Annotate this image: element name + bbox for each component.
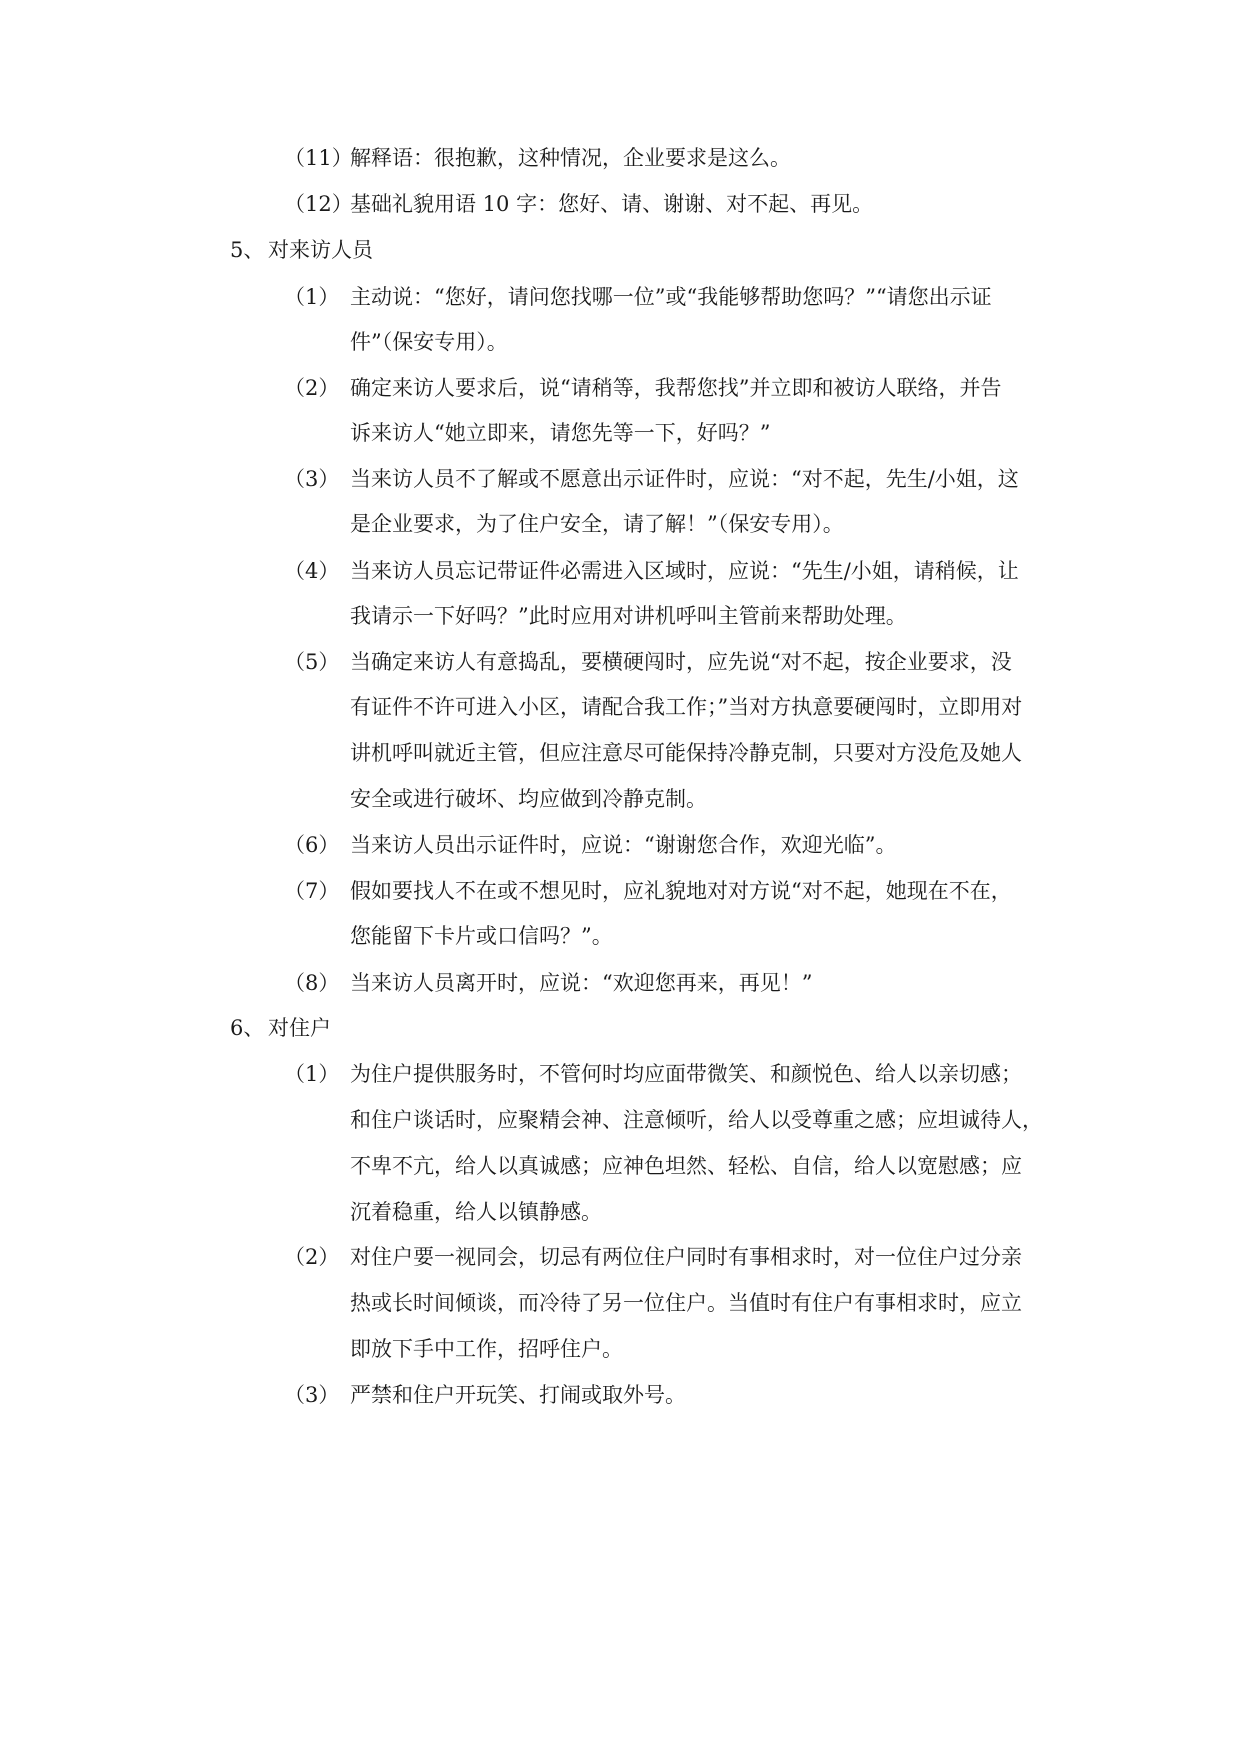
item-text: 主动说：“您好，请问您找哪一位”或“我能够帮助您吗？”“请您出示证 <box>350 285 992 309</box>
item-text: 解释语：很抱歉，这种情况，企业要求是这么。 <box>350 146 791 170</box>
item-text: 不卑不亢，给人以真诚感；应神色坦然、轻松、自信，给人以宽慰感；应 <box>350 1154 1022 1178</box>
item-text: 我请示一下好吗？”此时应用对讲机呼叫主管前来帮助处理。 <box>350 604 907 628</box>
item-text: 当来访人员离开时，应说：“欢迎您再来，再见！” <box>350 971 813 995</box>
item-text: 您能留下卡片或口信吗？”。 <box>350 924 613 948</box>
item-text: 讲机呼叫就近主管，但应注意尽可能保持冷静克制，只要对方没危及她人 <box>350 741 1022 765</box>
item-text: 假如要找人不在或不想见时，应礼貌地对对方说“对不起，她现在不在， <box>350 879 1012 903</box>
item-text: 对住户要一视同会，切忌有两位住户同时有事相求时，对一位住户过分亲 <box>350 1245 1022 1269</box>
item-number: （8） <box>284 971 340 995</box>
item-number: （2） <box>284 1245 340 1269</box>
item-text: 热或长时间倾谈，而冷待了另一位住户。当值时有住户有事相求时，应立 <box>350 1291 1022 1315</box>
item-text: 是企业要求，为了住户安全，请了解！”（保安专用）。 <box>350 512 844 536</box>
item-number: （6） <box>284 833 340 857</box>
item-number: （3） <box>284 1383 340 1407</box>
item-text: 为住户提供服务时，不管何时均应面带微笑、和颜悦色、给人以亲切感； <box>350 1062 1022 1086</box>
item-number: （7） <box>284 879 340 903</box>
section-title: 对住户 <box>268 1016 331 1040</box>
item-text: 当来访人员忘记带证件必需进入区域时，应说：“先生/小姐，请稍候，让 <box>350 559 1019 583</box>
item-number: （1） <box>284 285 340 309</box>
item-number: （3） <box>284 467 340 491</box>
item-text: 当来访人员出示证件时，应说：“谢谢您合作，欢迎光临”。 <box>350 833 897 857</box>
item-text: 即放下手中工作，招呼住户。 <box>350 1337 623 1361</box>
item-number: （11） <box>284 146 353 170</box>
section-number: 5、 <box>230 238 265 262</box>
item-text: 有证件不许可进入小区，请配合我工作；”当对方执意要硬闯时，立即用对 <box>350 695 1023 719</box>
item-text: 和住户谈话时，应聚精会神、注意倾听，给人以受尊重之感；应坦诚待人， <box>350 1108 1043 1132</box>
item-text: 件”（保安专用）。 <box>350 330 508 354</box>
item-text: 沉着稳重，给人以镇静感。 <box>350 1200 602 1224</box>
item-text: 诉来访人“她立即来，请您先等一下，好吗？” <box>350 421 771 445</box>
item-number: （5） <box>284 650 340 674</box>
item-number: （12） <box>284 192 353 216</box>
section-number: 6、 <box>230 1016 265 1040</box>
item-text: 安全或进行破坏、均应做到冷静克制。 <box>350 787 707 811</box>
item-text: 当来访人员不了解或不愿意出示证件时，应说：“对不起，先生/小姐，这 <box>350 467 1019 491</box>
item-text: 确定来访人要求后，说“请稍等，我帮您找”并立即和被访人联络，并告 <box>350 376 1002 400</box>
item-text: 严禁和住户开玩笑、打闹或取外号。 <box>350 1383 686 1407</box>
item-number: （4） <box>284 559 340 583</box>
item-number: （1） <box>284 1062 340 1086</box>
item-text: 基础礼貌用语 10 字：您好、请、谢谢、对不起、再见。 <box>350 192 874 216</box>
section-title: 对来访人员 <box>268 238 373 262</box>
item-number: （2） <box>284 376 340 400</box>
item-text: 当确定来访人有意捣乱，要横硬闯时，应先说“对不起，按企业要求，没 <box>350 650 1012 674</box>
